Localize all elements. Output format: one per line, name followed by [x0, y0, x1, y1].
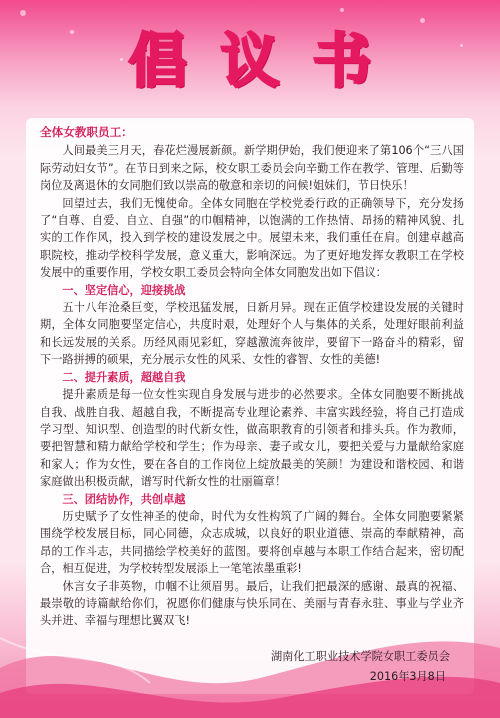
intro-paragraph: 回望过去，我们无愧使命。全体女同胞在学校党委行政的正确领导下，充分发扬了“自尊、自爱、自立、自强”的巾帼精神，以饱满的工作热情、昂扬的精神风貌、扎实的工作作风，投入到学校的建设发展之中。展望未来，我们重任在肩。创建卓越高职院校，推动学校科学发展，意义重大，影响深远。为了更好地发挥女教职工在学校发展中的重要作用，学校女职工委员会特向全体女同胞发出如下倡议： [40, 196, 464, 280]
section-body: 提升素质是每一位女性实现自身发展与进步的必然要求。全体女同胞要不断挑战自我、战胜自我、超越自我，不断提高专业理论素养、丰富实践经验，将自己打造成学习型、知识型、创造型的时代新女性，做高职教育的引领者和排头兵。作为教师，要把智慧和精力献给学校和学生；作为母亲、妻子或女儿，要把关爱与力量献给家庭和家人；作为女性，要在各自的工作岗位上绽放最美的笑颜！为建设和谐校园、和谐家庭做出积极贡献，谱写时代新女性的壮丽篇章！ [40, 388, 464, 489]
date: 2016年3月8日 [369, 670, 446, 684]
section-body: 五十八年沧桑巨变，学校迅猛发展，日新月异。现在正值学校建设发展的关键时期，全体女同胞要坚定信心，共度时艰，处理好个人与集体的关系，处理好眼前利益和长远发展的关系。历经风雨见彩虹，穿越激流奔彼岸，要留下一路奋斗的精彩，留下一路拼搏的硕果，充分展示女性的风采、女性的睿智、女性的美德! [40, 301, 464, 367]
section-heading: 三、团结协作，共创卓越 [62, 492, 186, 506]
intro-paragraph: 人间最美三月天，春花烂漫展新颜。新学期伊始，我们便迎来了第106个“三八国际劳动妇女节”。在节日到来之际，校女职工委员会向辛勤工作在教学、管理、后勤等岗位及离退休的女同胞们致以崇高的敬意和亲切的问候!姐妹们，节日快乐！ [40, 144, 464, 193]
page-title: 倡议书 [128, 27, 405, 95]
section-body: 历史赋予了女性神圣的使命，时代为女性构筑了广阔的舞台。全体女同胞要紧紧围绕学校发展目标，同心同德，众志成城，以良好的职业道德、崇高的奉献精神，高昂的工作斗志，共同描绘学校美好的蓝图。要将创卓越与本职工作结合起来，密切配合，相互促进，为学校转型发展添上一笔笔浓墨重彩! [40, 509, 464, 576]
salutation: 全体女教职员工： [40, 125, 133, 139]
closing-paragraph: 休言女子非英物，巾帼不让须眉男。最后，让我们把最深的感谢、最真的祝福、最崇敬的诗篇献给你们，祝愿你们健康与快乐同在、美丽与青春永驻、事业与学业齐头并进、幸福与理想比翼双飞! [40, 579, 464, 628]
signature: 湖南化工职业技术学院女职工委员会 [270, 649, 450, 663]
proposal-body [40, 124, 464, 686]
section-heading: 二、提升素质，超越自我 [62, 370, 186, 384]
sparkle-dot [340, 8, 344, 12]
section-heading: 一、坚定信心，迎接挑战 [62, 283, 186, 297]
